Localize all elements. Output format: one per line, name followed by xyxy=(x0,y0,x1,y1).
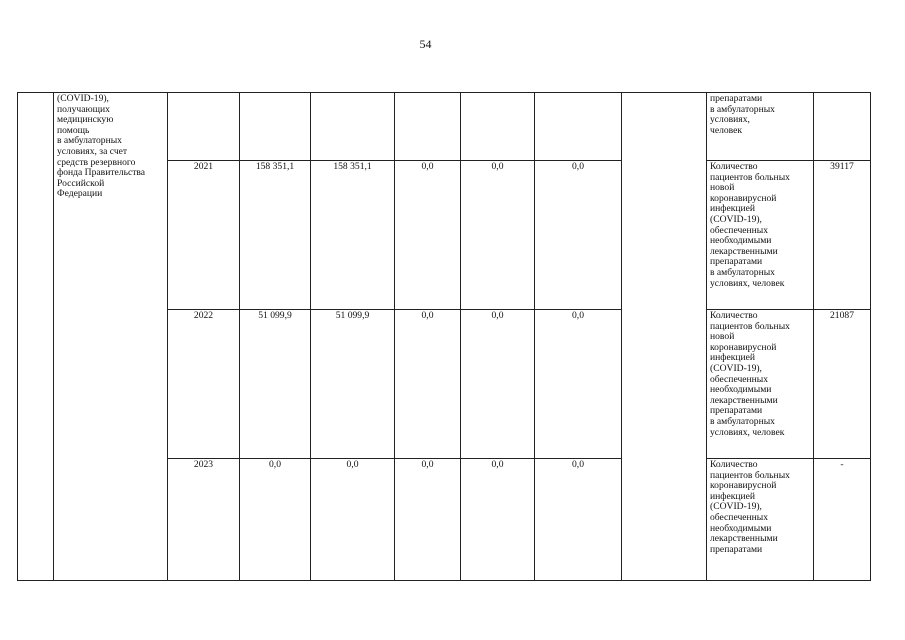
amount-cell: 0,0 xyxy=(395,161,461,310)
value-cell xyxy=(814,93,871,161)
amount-cell: 0,0 xyxy=(535,161,622,310)
amount-cell: 51 099,9 xyxy=(240,310,311,459)
amount-cell: 0,0 xyxy=(461,459,535,581)
amount-cell xyxy=(535,93,622,161)
value-cell: 39117 xyxy=(814,161,871,310)
indicator-cell: Количество пациентов больных коронавирусной инфекцией (COVID-19), обеспеченных необходимыми лекарственными препаратами xyxy=(707,459,814,581)
indicator-cell: Количество пациентов больных новой коронавирусной инфекцией (COVID-19), обеспеченных необходимыми лекарственными препаратами в амбулаторных условиях, человек xyxy=(707,161,814,310)
amount-cell xyxy=(395,93,461,161)
amount-cell: 0,0 xyxy=(395,459,461,581)
amount-cell: 0,0 xyxy=(240,459,311,581)
amount-cell: 0,0 xyxy=(461,161,535,310)
amount-cell: 0,0 xyxy=(535,310,622,459)
amount-cell: 0,0 xyxy=(395,310,461,459)
year-cell: 2023 xyxy=(168,459,240,581)
amount-cell xyxy=(311,93,395,161)
amount-cell: 0,0 xyxy=(461,310,535,459)
value-cell: 21087 xyxy=(814,310,871,459)
year-cell: 2021 xyxy=(168,161,240,310)
amount-cell xyxy=(240,93,311,161)
year-cell xyxy=(168,93,240,161)
amount-cell: 158 351,1 xyxy=(240,161,311,310)
indicator-cell: Количество пациентов больных новой коронавирусной инфекцией (COVID-19), обеспеченных необходимыми лекарственными препаратами в амбулаторных условиях, человек xyxy=(707,310,814,459)
amount-cell: 158 351,1 xyxy=(311,161,395,310)
year-cell: 2022 xyxy=(168,310,240,459)
amount-cell xyxy=(461,93,535,161)
page-number: 54 xyxy=(419,37,432,51)
amount-cell: 0,0 xyxy=(535,459,622,581)
value-cell: - xyxy=(814,459,871,581)
measure-description-cell: (COVID-19), получающих медицинскую помощь в амбулаторных условиях, за счет средств резервного фонда Правительства Российской Федерации xyxy=(54,93,168,581)
amount-cell: 51 099,9 xyxy=(311,310,395,459)
index-cell xyxy=(18,93,54,581)
table-row xyxy=(18,93,871,161)
document-table xyxy=(17,92,871,581)
indicator-cell: препаратами в амбулаторных условиях, человек xyxy=(707,93,814,161)
blank-cell xyxy=(622,93,707,581)
amount-cell: 0,0 xyxy=(311,459,395,581)
